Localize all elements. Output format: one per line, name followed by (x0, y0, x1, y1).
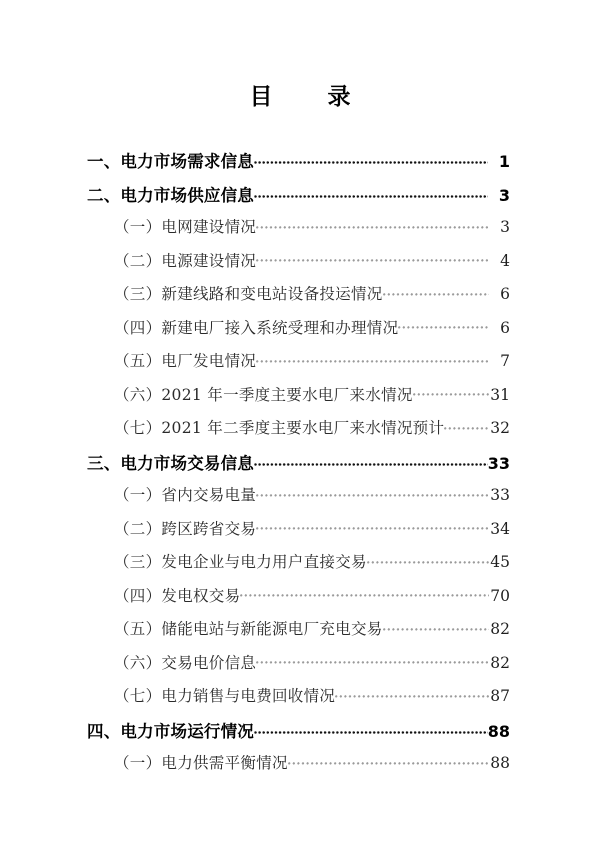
toc-entry[interactable] (0, 450, 600, 484)
toc-entry[interactable] (0, 751, 600, 785)
toc-entry-page-number: 70 (490, 586, 510, 605)
toc-entry[interactable] (0, 182, 600, 216)
toc-entry[interactable] (0, 249, 600, 283)
toc-entry-label: （二）电源建设情况 (114, 251, 257, 270)
dot-leader (256, 652, 489, 668)
toc-entry-page-number: 7 (500, 352, 510, 370)
toc-entry-label: （七）电力销售与电费回收情况 (114, 687, 336, 705)
toc-entry-label: （六）交易电价信息 (114, 653, 257, 672)
dot-leader (254, 151, 488, 168)
toc-entry-label: （四）新建电厂接入系统受理和办理情况 (114, 318, 399, 337)
toc-entry-label: （一）电网建设情况 (114, 218, 257, 236)
toc-entry-page-number: 45 (490, 553, 510, 571)
toc-entry-page-number: 31 (490, 385, 510, 404)
toc-entry-page-number: 88 (490, 754, 510, 772)
dot-leader (383, 619, 489, 635)
dot-leader (256, 217, 489, 233)
dot-leader (254, 720, 488, 737)
toc-entry-page-number: 87 (490, 687, 510, 705)
dot-leader (256, 250, 489, 266)
toc-entry-label: （一）电力供需平衡情况 (114, 754, 288, 772)
toc-entry-page-number: 33 (490, 486, 510, 504)
toc-entry[interactable] (0, 550, 600, 584)
toc-entry-label: （一）省内交易电量 (114, 486, 257, 504)
toc-entry[interactable] (0, 215, 600, 249)
dot-leader (413, 384, 489, 400)
toc-entry-page-number: 6 (500, 318, 510, 337)
toc-entry-page-number: 34 (490, 519, 510, 538)
toc-entry[interactable] (0, 617, 600, 651)
toc-entry-page-number: 4 (500, 251, 510, 270)
dot-leader (444, 418, 489, 434)
toc-entry-page-number: 82 (490, 653, 510, 672)
toc-entry-label: （四）发电权交易 (114, 586, 241, 605)
toc-entry-label: 二、电力市场供应信息 (87, 185, 254, 205)
toc-entry-page-number: 1 (498, 152, 510, 171)
toc-entry-label: 四、电力市场运行情况 (87, 721, 254, 741)
toc-entry[interactable] (0, 651, 600, 685)
toc-entry[interactable] (0, 483, 600, 517)
dot-leader (367, 552, 489, 568)
table-of-contents (0, 148, 600, 785)
toc-entry[interactable] (0, 684, 600, 718)
toc-entry-label: （三）新建线路和变电站设备投运情况 (114, 285, 383, 303)
dot-leader (383, 284, 489, 300)
toc-entry[interactable] (0, 416, 600, 450)
dot-leader (254, 452, 488, 469)
toc-entry[interactable] (0, 517, 600, 551)
toc-entry-label: （五）储能电站与新能源电厂充电交易 (114, 620, 383, 638)
toc-entry-page-number: 33 (487, 453, 510, 473)
toc-entry-label: （七）2021 年二季度主要水电厂来水情况预计 (114, 419, 445, 437)
dot-leader (256, 518, 489, 534)
dot-leader (256, 485, 489, 501)
toc-entry-label: 一、电力市场需求信息 (87, 152, 254, 171)
dot-leader (288, 753, 489, 769)
toc-entry[interactable] (0, 584, 600, 618)
dot-leader (335, 686, 489, 702)
toc-entry-page-number: 6 (500, 285, 510, 303)
toc-entry[interactable] (0, 148, 600, 182)
toc-entry-label: （五）电厂发电情况 (114, 352, 257, 370)
toc-entry-page-number: 3 (498, 185, 510, 205)
toc-entry-label: （三）发电企业与电力用户直接交易 (114, 553, 367, 571)
dot-leader (254, 184, 488, 201)
toc-entry-label: （六）2021 年一季度主要水电厂来水情况 (114, 385, 413, 404)
toc-entry-label: （二）跨区跨省交易 (114, 519, 257, 538)
toc-entry[interactable] (0, 316, 600, 350)
toc-entry-label: 三、电力市场交易信息 (87, 453, 254, 473)
page-title: 目 录 (249, 84, 367, 110)
dot-leader (398, 317, 489, 333)
toc-entry[interactable] (0, 349, 600, 383)
dot-leader (240, 585, 489, 601)
toc-entry-page-number: 3 (500, 218, 510, 236)
toc-entry-page-number: 88 (487, 721, 510, 741)
toc-entry[interactable] (0, 282, 600, 316)
dot-leader (256, 351, 489, 367)
toc-entry-page-number: 32 (490, 419, 510, 437)
toc-entry[interactable] (0, 718, 600, 752)
toc-entry-page-number: 82 (490, 620, 510, 638)
toc-entry[interactable] (0, 383, 600, 417)
